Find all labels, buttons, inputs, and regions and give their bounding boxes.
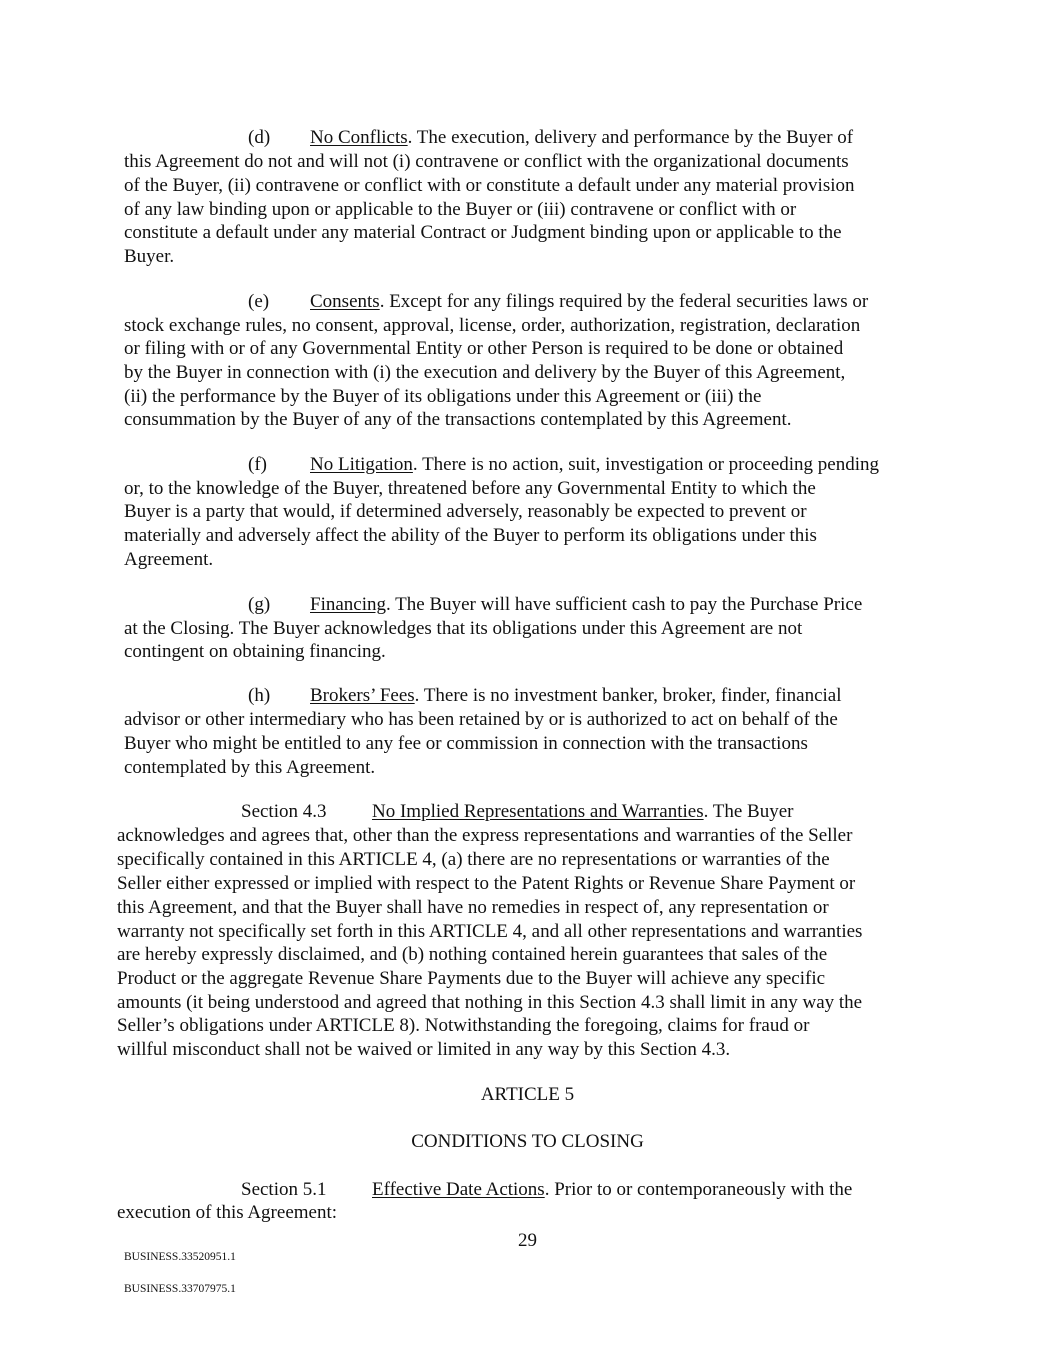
paragraph-label: (g) <box>248 594 271 615</box>
section-line: are hereby expressly disclaimed, and (b) nothing contained herein guarantees that sales of the <box>117 944 828 965</box>
paragraph-line: advisor or other intermediary who has been retained by or is authorized to act on behalf of the <box>124 709 838 730</box>
paragraph-line: of any law binding upon or applicable to the Buyer or (iii) contravene or conflict with or <box>124 199 797 220</box>
page-number: 29 <box>518 1230 537 1251</box>
section-label: Section 5.1 <box>241 1179 327 1200</box>
paragraph-first-line: (f) No Litigation. There is no action, suit, investigation or proceeding pending <box>248 454 880 475</box>
paragraph-line: or filing with or of any Governmental Entity or other Person is required to be done or obtained <box>124 338 844 359</box>
section-first-line: Section 5.1 Effective Date Actions. Prior to or contemporaneously with the <box>241 1179 853 1200</box>
paragraph-line: by the Buyer in connection with (i) the execution and delivery by the Buyer of this Agreement, <box>124 362 846 383</box>
paragraph-line: contingent on obtaining financing. <box>124 641 386 662</box>
section-heading: No Implied Representations and Warranties <box>372 801 704 822</box>
paragraph-line: Buyer who might be entitled to any fee or commission in connection with the transactions <box>124 733 808 754</box>
section-line: this Agreement, and that the Buyer shall have no remedies in respect of, any representation or <box>117 897 829 918</box>
paragraph-line: constitute a default under any material Contract or Judgment binding upon or applicable to the <box>124 222 842 243</box>
paragraph-line: Agreement. <box>124 549 214 570</box>
paragraph-line: consummation by the Buyer of any of the transactions contemplated by this Agreement. <box>124 409 792 430</box>
paragraph-line: materially and adversely affect the ability of the Buyer to perform its obligations under this <box>124 525 817 546</box>
paragraph-first-line: (g) Financing. The Buyer will have sufficient cash to pay the Purchase Price <box>248 594 863 615</box>
paragraph-line: of the Buyer, (ii) contravene or conflict with or constitute a default under any material provision <box>124 175 855 196</box>
paragraph-label: (f) <box>248 454 267 475</box>
paragraph-heading: No Conflicts <box>310 127 408 148</box>
section-line: specifically contained in this ARTICLE 4, (a) there are no representations or warranties of the <box>117 849 830 870</box>
paragraph-line: Buyer is a party that would, if determined adversely, reasonably be expected to prevent or <box>124 501 807 522</box>
paragraph-first-line: (e) Consents. Except for any filings required by the federal securities laws or <box>248 291 869 312</box>
section-line: Seller’s obligations under ARTICLE 8). Notwithstanding the foregoing, claims for fraud or <box>117 1015 810 1036</box>
section-line: Product or the aggregate Revenue Share Payments due to the Buyer will achieve any specific <box>117 968 826 989</box>
section-line: Seller either expressed or implied with respect to the Patent Rights or Revenue Share Payment or <box>117 873 856 894</box>
section-line: willful misconduct shall not be waived or limited in any way by this Section 4.3. <box>117 1039 731 1060</box>
paragraph-line: contemplated by this Agreement. <box>124 757 376 778</box>
paragraph-line: (ii) the performance by the Buyer of its obligations under this Agreement or (iii) the <box>124 386 762 407</box>
footer-doc-id: BUSINESS.33707975.1 <box>124 1283 236 1295</box>
section-first-line: Section 4.3 No Implied Representations and Warranties. The Buyer <box>241 801 794 822</box>
paragraph-line: stock exchange rules, no consent, approval, license, order, authorization, registration, declaration <box>124 315 861 336</box>
section-line: execution of this Agreement: <box>117 1202 338 1223</box>
paragraph-line: or, to the knowledge of the Buyer, threatened before any Governmental Entity to which the <box>124 478 816 499</box>
section-line: acknowledges and agrees that, other than the express representations and warranties of the Seller <box>117 825 853 846</box>
article-title: CONDITIONS TO CLOSING <box>411 1131 644 1152</box>
paragraph-heading: No Litigation <box>310 454 413 475</box>
section-line: amounts (it being understood and agreed that nothing in this Section 4.3 shall limit in any way the <box>117 992 863 1013</box>
paragraph-label: (d) <box>248 127 271 148</box>
paragraph-heading: Brokers’ Fees <box>310 685 415 706</box>
article-number: ARTICLE 5 <box>480 1084 575 1105</box>
paragraph-label: (e) <box>248 291 270 312</box>
section-line: warranty not specifically set forth in this ARTICLE 4, and all other representations and warranties <box>117 921 863 942</box>
paragraph-heading: Consents <box>310 291 380 312</box>
paragraph-line: this Agreement do not and will not (i) contravene or conflict with the organizational documents <box>124 151 849 172</box>
section-heading: Effective Date Actions <box>372 1179 545 1200</box>
paragraph-label: (h) <box>248 685 271 706</box>
footer-doc-id: BUSINESS.33520951.1 <box>124 1251 236 1263</box>
section-label: Section 4.3 <box>241 801 327 822</box>
paragraph-line: at the Closing. The Buyer acknowledges that its obligations under this Agreement are not <box>124 618 803 639</box>
paragraph-first-line: (d) No Conflicts. The execution, delivery and performance by the Buyer of <box>248 127 854 148</box>
paragraph-heading: Financing <box>310 594 386 615</box>
paragraph-line: Buyer. <box>124 246 175 267</box>
paragraph-first-line: (h) Brokers’ Fees. There is no investment banker, broker, finder, financial <box>248 685 842 706</box>
